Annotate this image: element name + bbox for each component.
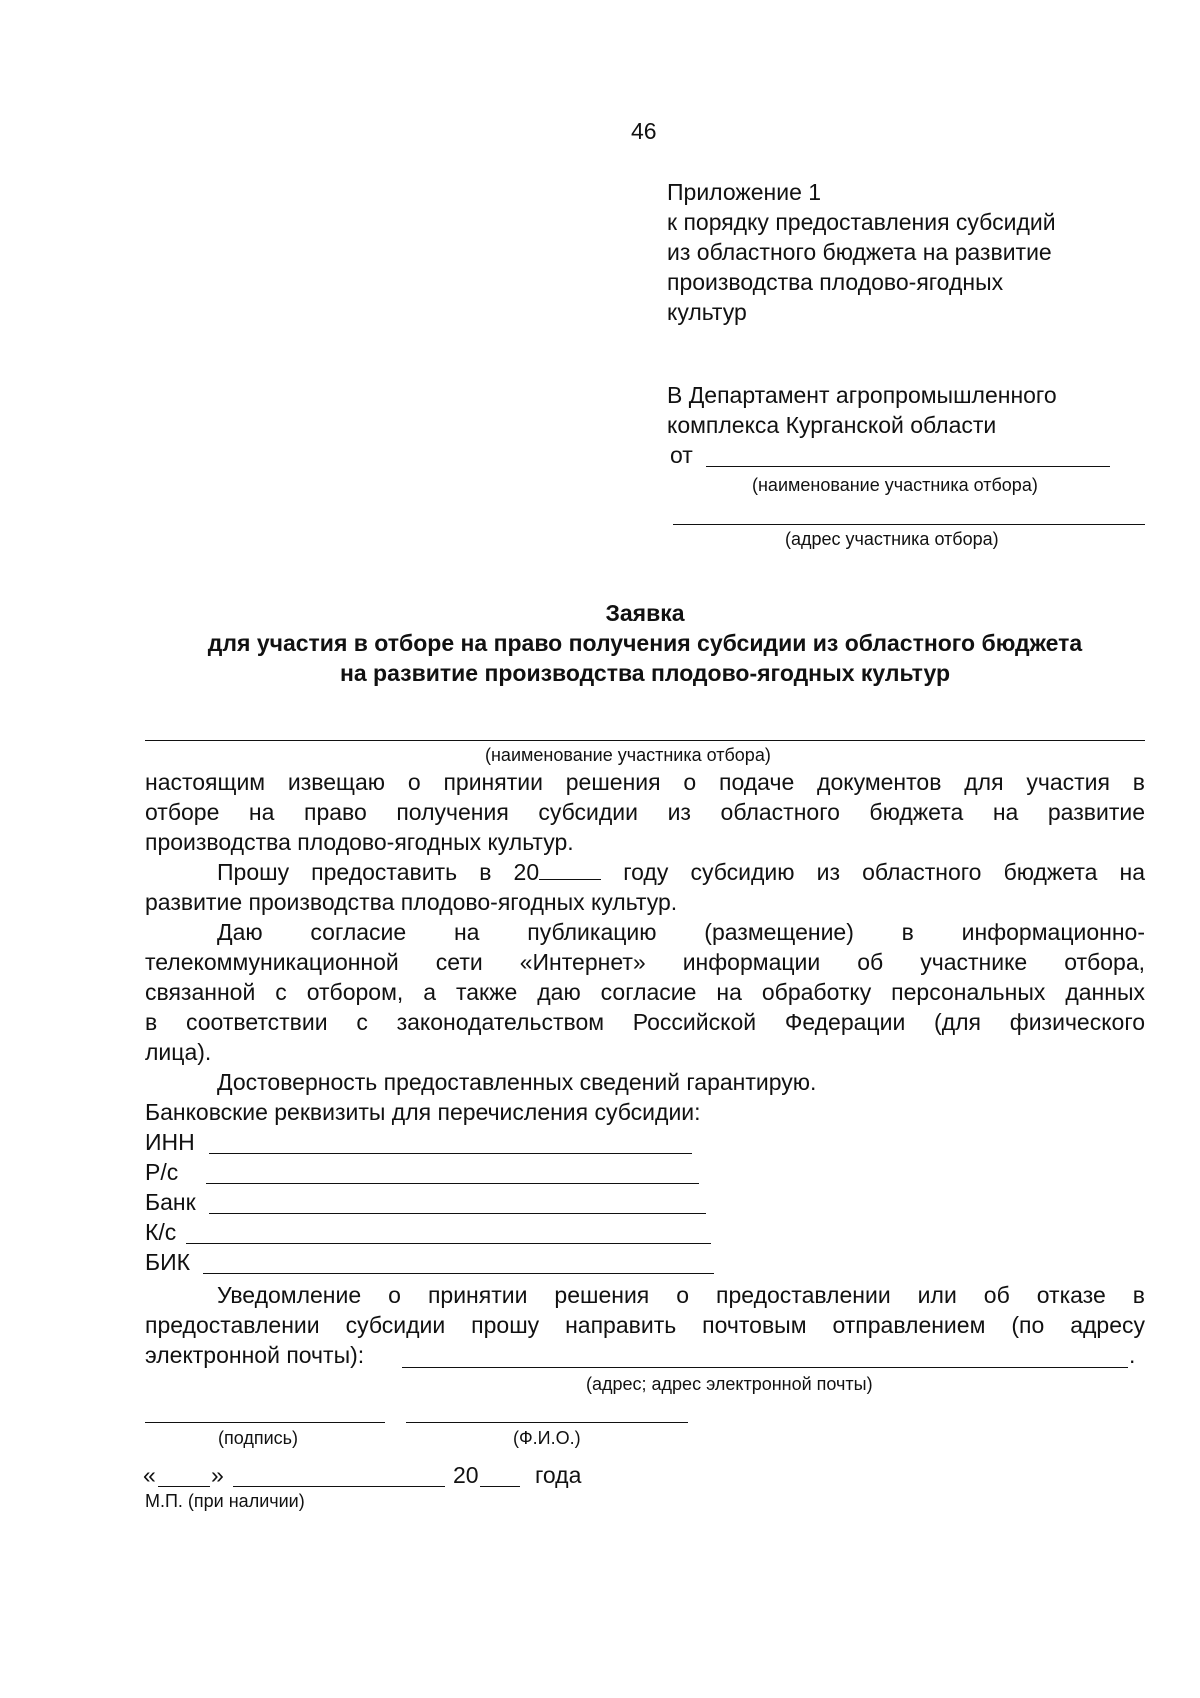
addressee-line2: комплекса Курганской области <box>667 412 997 438</box>
signature-caption: (подпись) <box>218 1428 299 1448</box>
text-line: лица). <box>145 1039 212 1065</box>
day-field[interactable] <box>158 1486 210 1487</box>
appendix-line: культур <box>667 299 747 325</box>
year-suffix-field[interactable] <box>480 1486 520 1487</box>
paragraph-notice <box>145 767 1145 857</box>
text-line: предоставлении субсидии прошу направить почтовым отправлением (по адресу <box>145 1312 1145 1338</box>
title-line: для участия в отборе на право получения субсидии из областного бюджета <box>207 630 1083 656</box>
from-label: от <box>670 442 693 468</box>
text-line: развитие производства плодово-ягодных культур. <box>145 889 678 915</box>
account-label: Р/с <box>145 1159 179 1185</box>
bank-label: Банк <box>145 1189 196 1215</box>
paragraph-request <box>145 857 1145 917</box>
text-line: связанной с отбором, а также даю согласие на обработку персональных данных <box>145 979 1145 1005</box>
text-line: Даю согласие на публикацию (размещение) в информационно- <box>217 919 1145 945</box>
title-line: Заявка <box>605 600 685 626</box>
bik-label: БИК <box>145 1249 191 1275</box>
email-address-field[interactable] <box>402 1367 1128 1368</box>
bank-details-heading: Банковские реквизиты для перечисления субсидии: <box>145 1099 701 1125</box>
corr-account-label: К/с <box>145 1219 177 1245</box>
notification-end-dot: . <box>1129 1342 1136 1368</box>
addressee-line1: В Департамент агропромышленного <box>667 382 1057 408</box>
date-open-quote: « <box>143 1462 156 1488</box>
text-line: Уведомление о принятии решения о предоставлении или об отказе в <box>217 1282 1145 1308</box>
year-word: года <box>535 1462 582 1488</box>
stamp-note: М.П. (при наличии) <box>145 1491 305 1511</box>
sender-address-caption: (адрес участника отбора) <box>785 529 999 549</box>
appendix-line: к порядку предоставления субсидий <box>667 209 1056 235</box>
paragraph-consent <box>145 917 1145 1067</box>
applicant-name-caption: (наименование участника отбора) <box>485 745 771 765</box>
full-name-caption: (Ф.И.О.) <box>513 1428 581 1448</box>
applicant-name-line[interactable] <box>145 740 1145 741</box>
month-field[interactable] <box>233 1486 445 1487</box>
sender-name-line[interactable] <box>706 466 1110 467</box>
paragraph-notification <box>145 1280 1145 1340</box>
year-field[interactable] <box>539 859 601 880</box>
paragraph-guarantee: Достоверность предоставленных сведений гарантирую. <box>217 1069 817 1095</box>
appendix-header <box>667 177 1056 327</box>
text-line: настоящим извещаю о принятии решения о подаче документов для участия в <box>145 769 1145 795</box>
page-number: 46 <box>631 118 657 144</box>
account-field[interactable] <box>206 1183 699 1184</box>
sender-address-line[interactable] <box>673 524 1145 525</box>
signature-field[interactable] <box>145 1422 385 1423</box>
inn-label: ИНН <box>145 1129 195 1155</box>
appendix-line: Приложение 1 <box>667 179 822 205</box>
notification-line3: электронной почты): <box>145 1342 365 1368</box>
year-prefix: 20 <box>453 1462 479 1488</box>
text-line: отборе на право получения субсидии из областного бюджета на развитие <box>145 799 1145 825</box>
bank-field[interactable] <box>209 1213 706 1214</box>
text-line: производства плодово-ягодных культур. <box>145 829 574 855</box>
title-line: на развитие производства плодово-ягодных культур <box>339 660 950 686</box>
document-title <box>140 598 1150 688</box>
inn-field[interactable] <box>209 1153 692 1154</box>
text-line <box>145 857 1145 887</box>
date-close-quote: » <box>211 1462 224 1488</box>
request-text-before: Прошу предоставить в 20 <box>217 859 540 885</box>
bik-field[interactable] <box>203 1273 714 1274</box>
email-address-caption: (адрес; адрес электронной почты) <box>586 1374 873 1394</box>
text-line: телекоммуникационной сети «Интернет» информации об участнике отбора, <box>145 949 1145 975</box>
full-name-field[interactable] <box>406 1422 688 1423</box>
appendix-line: производства плодово-ягодных <box>667 269 1004 295</box>
request-text-after: году субсидию из областного бюджета на <box>601 859 1146 885</box>
corr-account-field[interactable] <box>186 1243 711 1244</box>
text-line: в соответствии с законодательством Российской Федерации (для физического <box>145 1009 1145 1035</box>
appendix-line: из областного бюджета на развитие <box>667 239 1052 265</box>
sender-name-caption: (наименование участника отбора) <box>752 475 1038 495</box>
